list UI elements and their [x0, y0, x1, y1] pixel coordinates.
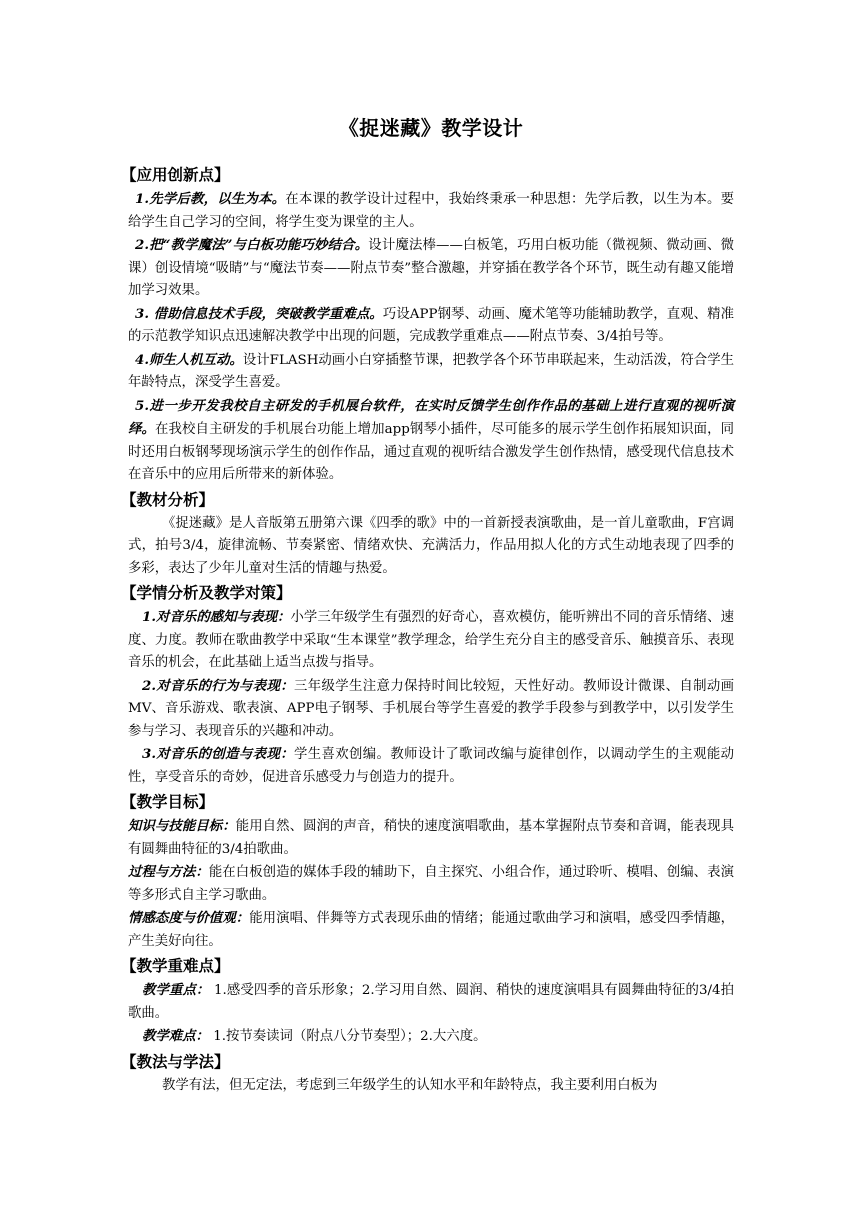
- paragraph-lead: 知识与技能目标：: [128, 818, 236, 834]
- paragraph-text: 巧设APP钢琴、动画、魔术笔等功能辅助教学，直观、精准的示范教学知识点迅速解决教学中出现的问题，完成教学重难点——附点节奏、3/4拍号等。: [128, 306, 734, 344]
- paragraph: 《捉迷藏》是人音版第五册第六课《四季的歌》中的一首新授表演歌曲，是一首儿童歌曲，F宫调式，拍号3/4，旋律流畅、节奏紧密、情绪欢快、充满活力，作品用拟人化的方式生动地表现了四季的多彩，表达了少年儿童对生活的情趣与热爱。: [128, 515, 734, 576]
- paragraph: [128, 188, 734, 234]
- section-material: [121, 487, 734, 581]
- paragraph: [128, 979, 734, 1025]
- paragraph-lead: 2.把“教学魔法”与白板功能巧妙结合。: [135, 237, 369, 253]
- paragraph-lead: 教学重点：: [142, 982, 210, 998]
- paragraph-text: 小学三年级学生有强烈的好奇心，喜欢模仿，能听辨出不同的音乐情绪、速度、力度。教师在歌曲教学中采取“生本课堂”教学理念，给学生充分自主的感受音乐、触摸音乐、表现音乐的机会，在此基础上适当点拨与指导。: [128, 610, 734, 670]
- section-innovation: [121, 162, 735, 487]
- paragraph-lead: 5.进一步开发我校自主研发的手机展台软件，在实时反馈学生创作作品的基础上进行直观的视听演绎。: [128, 397, 734, 437]
- section-methods: [121, 1049, 734, 1098]
- paragraph-lead: 教学难点：: [142, 1028, 209, 1044]
- paragraph-lead: 情感态度与价值观：: [128, 910, 250, 926]
- paragraph-text: 1.按节奏读词（附点八分节奏型）；2.大六度。: [208, 1029, 487, 1044]
- paragraph: [128, 606, 734, 675]
- paragraph-text: 在本课的教学设计过程中，我始终秉承一种思想：先学后教，以生为本。要给学生自己学习的空间，将学生变为课堂的主人。: [128, 192, 734, 230]
- paragraph: 教学有法，但无定法，考虑到三年级学生的认知水平和年龄特点，我主要利用白板为: [162, 1077, 658, 1093]
- paragraph: [128, 861, 734, 907]
- document-title: 《捉迷藏》教学设计: [338, 116, 524, 140]
- document-body: [121, 112, 735, 1097]
- paragraph-lead: 2.对音乐的行为与表现：: [142, 677, 294, 694]
- paragraph-lead: 1.先学后教，以生为本。: [135, 191, 286, 207]
- section-heading: 【教法与学法】: [121, 1052, 230, 1071]
- section-students: [121, 580, 735, 789]
- paragraph-text: 能在白板创造的媒体手段的辅助下，自主探究、小组合作，通过聆听、模唱、创编、表演等多形式自主学习歌曲。: [128, 865, 734, 903]
- paragraph: [128, 743, 734, 789]
- paragraph: [128, 349, 734, 395]
- paragraph-text: 在我校自主研发的手机展台功能上增加app钢琴小插件，尽可能多的展示学生创作拓展知识面，同时还用白板钢琴现场演示学生的创作作品，通过直观的视听结合激发学生创作热情，感受现代信息技术在音乐中的应用后所带来的新体验。: [128, 422, 735, 482]
- paragraph-text: 学生喜欢创编。教师设计了歌词改编与旋律创作，以调动学生的主观能动性，享受音乐的奇妙，促进音乐感受力与创造力的提升。: [128, 747, 735, 785]
- section-heading: 【学情分析及教学对策】: [121, 584, 292, 602]
- paragraph-text: 能用自然、圆润的声音，稍快的速度演唱歌曲，基本掌握附点节奏和音调，能表现具有圆舞曲特征的3/4拍歌曲。: [128, 819, 735, 857]
- paragraph: [128, 303, 734, 349]
- paragraph-text: 1.感受四季的音乐形象；2.学习用自然、圆润、稍快的速度演唱具有圆舞曲特征的3/4拍歌曲。: [128, 983, 735, 1021]
- paragraph-lead: 4.师生人机互动。: [135, 351, 243, 368]
- paragraph-lead: 3. 借助信息技术手段，突破教学重难点。: [135, 305, 383, 322]
- paragraph: [128, 907, 734, 953]
- paragraph-text: 三年级学生注意力保持时间比较短，天性好动。教师设计微课、自制动画MV、音乐游戏、歌表演、APP电子钢琴、手机展台等学生喜爱的教学手段参与到教学中，以引发学生参与学习、表现音乐的兴趣和冲动。: [128, 678, 735, 739]
- paragraph: [128, 815, 734, 861]
- section-keypoints: [121, 953, 735, 1049]
- section-heading: 【教学目标】: [121, 793, 215, 811]
- paragraph-lead: 过程与方法：: [128, 864, 209, 880]
- section-heading: 【教材分析】: [121, 490, 215, 509]
- paragraph-lead: 3.对音乐的创造与表现：: [142, 746, 294, 762]
- paragraph: [128, 395, 734, 487]
- paragraph-text: 设计FLASH动画小白穿插整节课，把教学各个环节串联起来，生动活泼，符合学生年龄特点，深受学生喜爱。: [128, 352, 735, 390]
- paragraph-text: 设计魔法棒——白板笔，巧用白板功能（微视频、微动画、微课）创设情境“吸睛”与“魔法节奏——附点节奏”整合激趣，并穿插在教学各个环节，既生动有趣又能增加学习效果。: [128, 238, 734, 298]
- section-heading: 【教学重难点】: [121, 957, 230, 975]
- paragraph-text: 能用演唱、伴舞等方式表现乐曲的情绪；能通过歌曲学习和演唱，感受四季情趣，产生美好向往。: [128, 911, 735, 949]
- paragraph: [128, 675, 734, 744]
- section-heading: 【应用创新点】: [121, 166, 230, 184]
- paragraph-lead: 1.对音乐的感知与表现：: [142, 609, 291, 625]
- section-goals: [121, 789, 735, 953]
- paragraph: [128, 1025, 734, 1049]
- paragraph: [128, 234, 734, 303]
